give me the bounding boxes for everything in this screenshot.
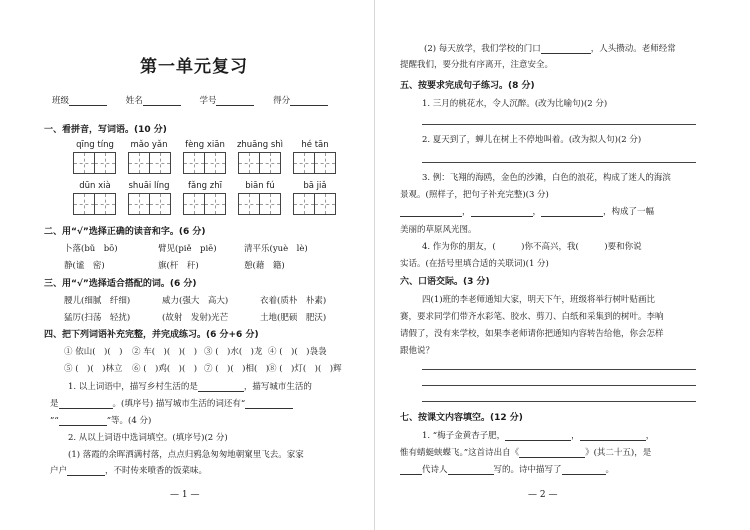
idiom-item[interactable]: ⑧ ( )灯( )( )辉 — [268, 364, 342, 374]
answer-blank[interactable] — [562, 465, 606, 475]
answer-line[interactable] — [422, 385, 696, 386]
section-5-title: 五、按要求完成句子练习。(8 分) — [400, 81, 535, 91]
writing-box[interactable] — [183, 152, 225, 174]
answer-line[interactable] — [422, 124, 696, 125]
answer-blank[interactable] — [400, 207, 462, 217]
answer-blank[interactable] — [67, 466, 105, 476]
idiom-item[interactable]: ② 车( )( )( ) — [132, 347, 198, 357]
choice-item[interactable]: 威力(强大 高大) — [162, 296, 229, 306]
section-1-title: 一、看拼音，写词语。(10 分) — [44, 125, 167, 135]
question-line: 户户 ，不时传来喷香的饭菜味。 — [50, 466, 208, 476]
class-field[interactable] — [69, 96, 107, 106]
choice-item[interactable]: 土地(肥硕 肥沃) — [260, 313, 327, 323]
question-line: 3. 例：飞翔的海鸥，金色的沙滩，白色的浪花，构成了迷人的海滨 — [422, 173, 671, 183]
choice-item[interactable]: 衣着(质朴 朴素) — [260, 296, 327, 306]
pinyin: shuāi líng — [128, 181, 170, 191]
number-label: 学号 — [199, 96, 217, 106]
pinyin: mǎo yǎn — [130, 140, 168, 150]
page-divider — [374, 0, 375, 530]
idiom-item[interactable]: ⑦ ( )( )相( ) — [204, 364, 270, 374]
answer-blank[interactable] — [519, 448, 585, 458]
idiom-item[interactable]: ④ ( )( )袅袅 — [268, 347, 327, 357]
writing-box[interactable] — [73, 152, 115, 174]
page-number: — 1 — — [170, 490, 200, 500]
choice-item[interactable]: 静(谧 密) — [64, 261, 105, 271]
question-line: 2. 从以上词语中选词填空。(填序号)(2 分) — [68, 433, 228, 443]
pinyin: bā jiǎ — [303, 181, 327, 191]
answer-blank[interactable] — [59, 416, 107, 426]
paragraph-line: 跟他说？ — [400, 346, 435, 356]
pinyin: zhuāng shì — [236, 140, 284, 150]
writing-box[interactable] — [183, 193, 225, 215]
section-3-title: 三、用“√”选择适合搭配的词。(6 分) — [44, 279, 197, 289]
writing-box[interactable] — [293, 152, 335, 174]
section-6-title: 六、口语交际。(3 分) — [400, 277, 490, 287]
choice-item[interactable]: 猛厉(扫荡 轻扰) — [64, 313, 131, 323]
question-line: 提醒我们，要分批有序离开，注意安全。 — [400, 60, 554, 70]
choice-item[interactable]: 卜落(bǔ bō) — [64, 244, 118, 254]
question-line: 2. 夏天到了，蝉儿在树上不停地叫着。(改为拟人句)(2 分) — [422, 135, 642, 145]
writing-box[interactable] — [128, 193, 170, 215]
class-label: 班级 — [52, 96, 70, 106]
page-title: 第一单元复习 — [140, 57, 248, 77]
answer-blank[interactable] — [198, 382, 244, 392]
question-line: 1. “梅子金黄杏子肥， ， ， — [422, 431, 655, 441]
answer-blank[interactable] — [448, 465, 494, 475]
idiom-item[interactable]: ① 依山( )( ) — [64, 347, 123, 357]
score-label: 得分 — [273, 96, 291, 106]
writing-box[interactable] — [128, 152, 170, 174]
writing-box[interactable] — [293, 193, 335, 215]
question-line: 景观。(照样子，把句子补充完整)(3 分) — [400, 190, 549, 200]
paragraph-line: 赛，要求同学们带齐水彩笔、胶水、剪刀、白纸和采集到的树叶。李响 — [400, 312, 664, 322]
answer-blank[interactable] — [59, 399, 113, 409]
question-line: 1. 以上词语中，描写乡村生活的是 ，描写城市生活的 — [68, 382, 312, 392]
question-line: 是 。(填序号) 描写城市生活的词还有“ — [50, 397, 293, 409]
question-line: 惟有蜻蜓蛱蝶飞。”这首诗出自《 》(其二十五)，是 — [400, 448, 652, 458]
answer-line[interactable] — [422, 401, 696, 402]
answer-line[interactable] — [422, 162, 696, 163]
question-line: 代诗人 写的。诗中描写了 。 — [400, 463, 614, 475]
question-line: ， ， ，构成了一幅 — [400, 205, 654, 217]
pinyin: dūn xià — [79, 181, 111, 191]
paragraph-line: 四(1)班的李老师通知大家，明天下午，班级将举行树叶贴画比 — [422, 295, 656, 305]
idiom-item[interactable]: ③ ( )水( )龙 — [204, 347, 263, 357]
section-7-title: 七、按课文内容填空。(12 分) — [400, 413, 523, 423]
student-info — [52, 94, 328, 106]
question-line: (2) 每天放学，我们学校的门口 ，人头攒动。老师经常 — [424, 44, 676, 54]
answer-blank[interactable] — [245, 399, 293, 409]
name-field[interactable] — [143, 96, 181, 106]
writing-box[interactable] — [238, 152, 280, 174]
answer-blank[interactable] — [580, 431, 646, 441]
page-number: — 2 — — [528, 490, 558, 500]
pinyin: qīng tíng — [76, 140, 114, 150]
pinyin: fǎng zhī — [188, 181, 222, 191]
paragraph-line: 请假了，没有来学校，如果李老师请你把通知内容转告给他，你会怎样 — [400, 329, 664, 339]
left-page — [0, 0, 372, 530]
score-field[interactable] — [290, 96, 328, 106]
choice-item[interactable]: 憩(藉 籍) — [244, 261, 285, 271]
question-line: (1) 落霞的余晖洒满村落，点点归鸦急匆匆地朝窠里飞去。家家 — [68, 450, 304, 460]
answer-blank[interactable] — [505, 431, 571, 441]
pinyin: biān fú — [245, 181, 275, 191]
pinyin: fèng xiān — [185, 140, 225, 150]
choice-item[interactable]: 清平乐(yuè lè) — [244, 244, 308, 254]
choice-item[interactable]: (故射 发射)光芒 — [162, 313, 229, 323]
choice-item[interactable]: 旗(杆 秆) — [158, 261, 199, 271]
number-field[interactable] — [216, 96, 254, 106]
answer-blank[interactable] — [541, 207, 603, 217]
question-line: 1. 三月的桃花水，令人沉醉。(改为比喻句)(2 分) — [422, 99, 608, 109]
idiom-item[interactable]: ⑥ ( )鸡( )( ) — [132, 364, 198, 374]
idiom-item[interactable]: ⑤ ( )( )林立 — [64, 364, 123, 374]
section-2-title: 二、用“√”选择正确的读音和字。(6 分) — [44, 227, 206, 237]
question-line: 实话。(在括号里填合适的关联词)(1 分) — [400, 259, 549, 269]
writing-box[interactable] — [238, 193, 280, 215]
question-line: ”“ ”等。(4 分) — [50, 416, 152, 426]
answer-line[interactable] — [422, 369, 696, 370]
answer-blank[interactable] — [541, 44, 591, 54]
section-4-title: 四、把下列词语补充完整，并完成练习。(6 分+6 分) — [44, 330, 259, 340]
question-line: 4. 作为你的朋友，( )你不高兴，我( )要和你说 — [422, 242, 642, 252]
name-label: 姓名 — [125, 96, 143, 106]
answer-blank[interactable] — [400, 465, 422, 475]
question-line: 美丽的草原风光图。 — [400, 225, 477, 235]
choice-item[interactable]: 腰儿(细腻 纤细) — [64, 296, 131, 306]
answer-blank[interactable] — [471, 207, 533, 217]
pinyin: hé tān — [301, 140, 329, 150]
writing-box[interactable] — [73, 193, 115, 215]
choice-item[interactable]: 臂见(piě piē) — [158, 244, 217, 254]
right-page — [378, 0, 750, 530]
